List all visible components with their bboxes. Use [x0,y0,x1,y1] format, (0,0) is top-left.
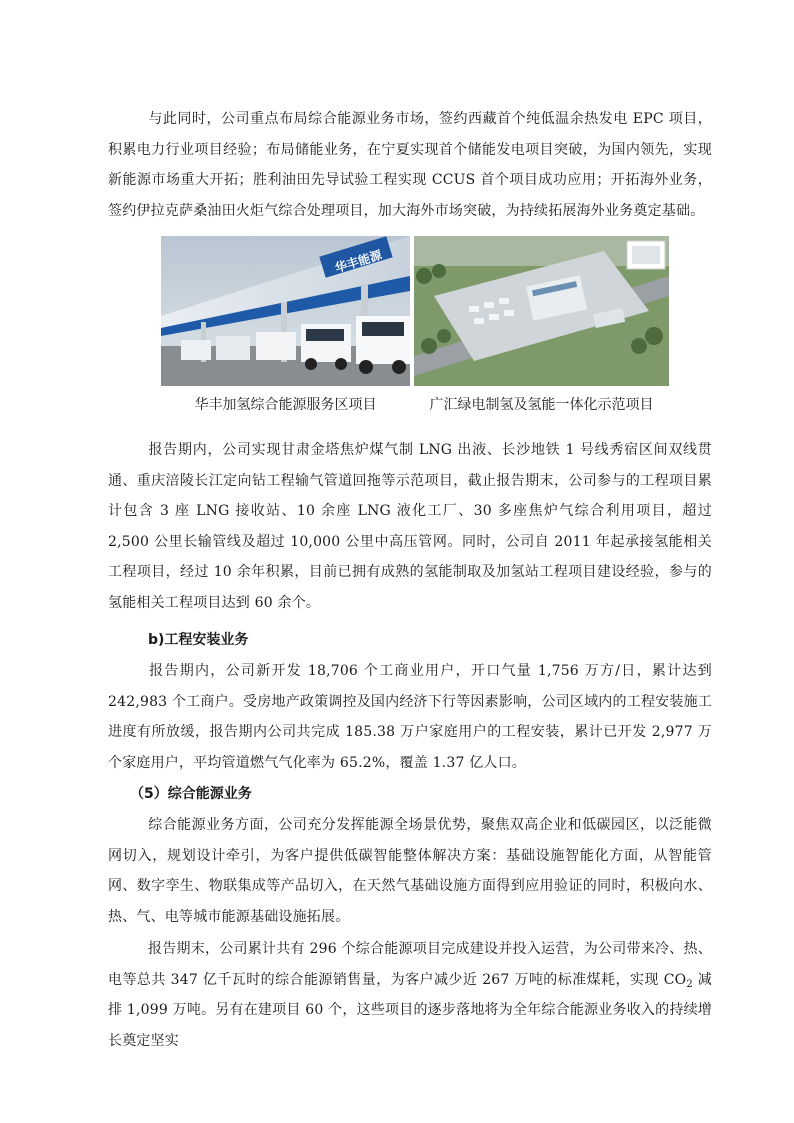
paragraph-engineering-installation: 报告期内，公司新开发 18,706 个工商业用户，开口气量 1,756 万方/日，累计达到 242,983 个工商户。受房地产政策调控及国内经济下行等因素影响，公司区域内的工程安装施工进度有所放缓，报告期内公司共完成 185.38 万户家庭用户的工程安装，累计已开发 2,977 万个家庭用户，平均管道燃气气化率为 65.2%，覆盖 1.37 亿人口。 [108,663,712,771]
caption-right-figure: 广汇绿电制氢及氢能一体化示范项目 [429,397,654,413]
photo-guanghui-green-hydrogen [414,236,669,386]
caption-left-figure: 华丰加氢综合能源服务区项目 [194,397,377,413]
section-heading-integrated-energy: （5）综合能源业务 [130,786,252,802]
section-heading-engineering-installation: b)工程安装业务 [148,632,249,648]
paragraph-integrated-energy-results: 报告期末，公司累计共有 296 个综合能源项目完成建设并投入运营，为公司带来冷、热、电等总共 347 亿千瓦时的综合能源销售量，为客户减少近 267 万吨的标准煤耗，实现 $CO_2$ 减排 1,099 万吨。另有在建项目 60 个，这些项目的逐步落地将为全年综合能源业务收入的持续增长奠定坚实 [108,941,712,1049]
green-hydrogen-aerial-illustration [414,236,669,386]
hydrogen-station-illustration [161,236,410,386]
paragraph-integrated-energy-market: 与此同时，公司重点布局综合能源业务市场，签约西藏首个纯低温余热发电 EPC 项目，积累电力行业项目经验；布局储能业务，在宁夏实现首个储能发电项目突破，为国内领先，实现新能源市场重大开拓；胜利油田先导试验工程实现 CCUS 首个项目成功应用；开拓海外业务，签约伊拉克萨桑油田火炬气综合处理项目，加大海外市场突破，为持续拓展海外业务奠定基础。 [108,111,712,219]
photo-huafeng-hydrogen-station [161,236,410,386]
paragraph-integrated-energy-business: 综合能源业务方面，公司充分发挥能源全场景优势，聚焦双高企业和低碳园区，以泛能微网切入，规划设计牵引，为客户提供低碳智能整体解决方案：基础设施智能化方面，从智能管网、数字孪生、物联集成等产品切入，在天然气基础设施方面得到应用验证的同时，积极向水、热、气、电等城市能源基础设施拓展。 [108,817,712,925]
co2-subscript: 2 [686,978,693,990]
station-sign: 华丰能源 [333,247,384,276]
paragraph-demonstration-projects: 报告期内，公司实现甘肃金塔焦炉煤气制 LNG 出液、长沙地铁 1 号线秀宿区间双线贯通、重庆涪陵长江定向钻工程输气管道回拖等示范项目，截止报告期末，公司参与的工程项目累计包含 3 座 LNG 接收站、10 余座 LNG 液化工厂、30 多座焦炉气综合利用项目，超过 2,500 公里长输管线及超过 10,000 公里中高压管网。同时，公司自 2011 年起承接氢能相关工程项目，经过 10 余年积累，目前已拥有成熟的氢能制取及加氢站工程项目建设经验，参与的氢能相关工程项目达到 60 余个。 [108,442,712,611]
